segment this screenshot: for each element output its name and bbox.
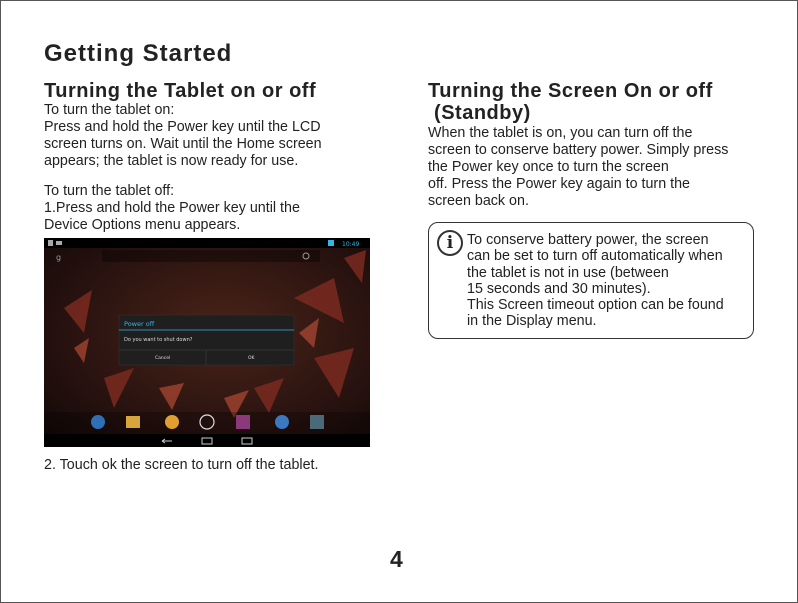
settings-icon[interactable]: [310, 415, 324, 429]
step-two: [44, 457, 318, 474]
google-search-icon: g: [56, 253, 62, 262]
tip-line: can be set to turn off automatically when: [467, 248, 723, 265]
right-heading-line1: Turning the Screen On or off: [428, 80, 713, 102]
right-heading: [428, 80, 713, 124]
camera-icon[interactable]: [275, 415, 289, 429]
page-number: 4: [390, 546, 403, 572]
tablet-screenshot: [44, 238, 370, 447]
page-title: Getting Started: [44, 40, 233, 67]
text-line: screen to conserve battery power. Simply press: [428, 142, 729, 158]
lock-icon: [48, 240, 53, 246]
dialog-title: Power off: [124, 320, 155, 328]
tablet-screen-art: [44, 238, 370, 447]
tip-line: This Screen timeout option can be found: [467, 297, 724, 314]
turn-off-instructions: [44, 183, 300, 234]
text-line: Device Options menu appears.: [44, 217, 241, 233]
tip-line: To conserve battery power, the screen: [467, 232, 709, 248]
cancel-button[interactable]: Cancel: [155, 356, 171, 361]
text-line: To turn the tablet off:: [44, 183, 175, 199]
tip-text: [467, 232, 724, 330]
text-line: When the tablet is on, you can turn off the: [428, 125, 693, 141]
info-icon: i: [437, 230, 463, 256]
text-line: screen back on.: [428, 193, 529, 209]
text-line: the Power key once to turn the screen: [428, 159, 669, 175]
music-icon[interactable]: [236, 415, 250, 429]
right-heading-line2: (Standby): [428, 102, 531, 124]
gallery-icon[interactable]: [165, 415, 179, 429]
text-line: off. Press the Power key again to turn the: [428, 176, 690, 192]
ok-button[interactable]: OK: [248, 356, 255, 361]
text-line: To turn the tablet on:: [44, 102, 175, 118]
email-icon[interactable]: [126, 416, 140, 428]
text-line: 2. Touch ok the screen to turn off the tablet.: [44, 457, 319, 473]
battery-icon: [328, 240, 334, 246]
tip-line: 15 seconds and 30 minutes).: [467, 280, 651, 297]
text-line: Press and hold the Power key until the LCD: [44, 119, 321, 135]
text-line: screen turns on. Wait until the Home screen: [44, 136, 322, 152]
tip-line: in the Display menu.: [467, 313, 597, 330]
dialog-message: Do you want to shut down?: [124, 337, 193, 343]
text-line: 1.Press and hold the Power key until the: [44, 200, 300, 216]
standby-instructions: [428, 125, 728, 210]
turn-on-instructions: [44, 102, 322, 170]
image-icon: [56, 241, 62, 245]
browser-icon[interactable]: [91, 415, 105, 429]
left-heading: Turning the Tablet on or off: [44, 80, 317, 102]
text-line: appears; the tablet is now ready for use.: [44, 153, 299, 169]
tip-line: the tablet is not in use (between: [467, 264, 669, 281]
status-time: 10:49: [342, 241, 360, 248]
